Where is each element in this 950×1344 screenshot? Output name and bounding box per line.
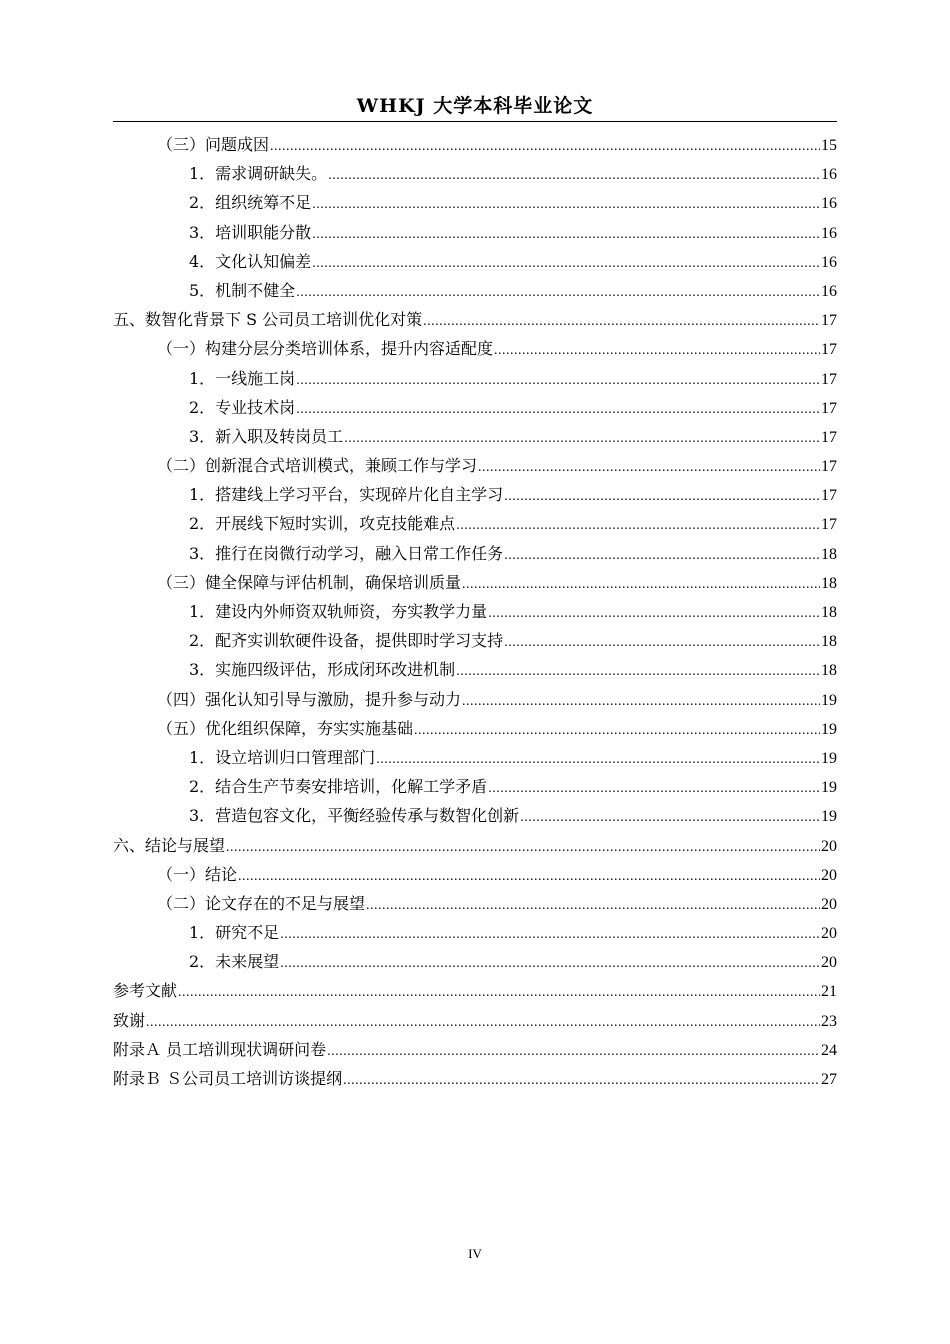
toc-entry-title: 六、结论与展望	[113, 835, 226, 855]
toc-entry-page: 20	[821, 895, 837, 913]
toc-entry-title: 参考文献	[113, 981, 178, 1001]
toc-entry[interactable]	[113, 947, 837, 976]
toc-entry-title: （一）构建分层分类培训体系，提升内容适配度	[157, 339, 494, 359]
toc-entry-page: 19	[821, 691, 837, 709]
toc-entry-title: 2．未来展望	[189, 952, 280, 972]
toc-entry-page: 17	[821, 428, 837, 446]
toc-entry-page: 15	[821, 137, 837, 154]
toc-dot-leader	[456, 511, 820, 540]
toc-dot-leader	[312, 249, 820, 278]
toc-dot-leader	[280, 949, 820, 978]
toc-entry-page: 16	[821, 166, 837, 184]
page-header-title: WHKJ 大学本科毕业论文	[356, 95, 594, 117]
toc-entry[interactable]	[113, 276, 837, 305]
toc-entry-page: 17	[821, 341, 837, 359]
toc-entry[interactable]	[113, 743, 837, 772]
toc-entry[interactable]	[113, 422, 837, 451]
toc-entry-page: 20	[821, 925, 837, 943]
toc-entry[interactable]	[113, 626, 837, 655]
toc-dot-leader	[504, 482, 820, 511]
toc-entry[interactable]	[113, 130, 837, 159]
toc-entry-title: 2．开展线下短时实训，攻克技能难点	[189, 514, 456, 534]
toc-dot-leader	[226, 833, 820, 862]
toc-entry[interactable]	[113, 918, 837, 947]
toc-entry-title: （三）健全保障与评估机制，确保培训质量	[157, 572, 462, 592]
toc-dot-leader	[478, 453, 820, 482]
toc-entry-page: 16	[821, 224, 837, 242]
toc-entry-title: （二）创新混合式培训模式，兼顾工作与学习	[157, 456, 478, 476]
toc-entry-page: 16	[821, 253, 837, 271]
toc-dot-leader	[270, 132, 820, 161]
toc-entry-title: 2．结合生产节奏安排培训，化解工学矛盾	[189, 777, 488, 797]
toc-entry-page: 20	[821, 866, 837, 884]
toc-entry-page: 20	[821, 837, 837, 855]
toc-entry[interactable]	[113, 714, 837, 743]
toc-dot-leader	[312, 220, 820, 249]
toc-entry[interactable]	[113, 393, 837, 422]
toc-dot-leader	[366, 891, 820, 920]
table-of-contents	[113, 130, 837, 1093]
toc-entry-page: 19	[821, 749, 837, 767]
toc-dot-leader	[296, 278, 820, 307]
toc-entry[interactable]	[113, 509, 837, 538]
toc-entry[interactable]	[113, 188, 837, 217]
toc-entry-title: 1．需求调研缺失。	[189, 164, 328, 184]
toc-dot-leader	[494, 336, 820, 365]
toc-entry-page: 16	[821, 195, 837, 213]
toc-entry-page: 16	[821, 282, 837, 300]
toc-dot-leader	[344, 424, 820, 453]
toc-entry[interactable]	[113, 860, 837, 889]
toc-entry[interactable]	[113, 334, 837, 363]
toc-dot-leader	[296, 366, 820, 395]
toc-entry-title: 五、数智化背景下 S 公司员工培训优化对策	[113, 310, 423, 330]
toc-entry-title: 5．机制不健全	[189, 280, 296, 300]
toc-dot-leader	[343, 1066, 820, 1095]
toc-entry[interactable]	[113, 831, 837, 860]
toc-entry-title: 附录Ａ 员工培训现状调研问卷	[113, 1039, 327, 1059]
toc-entry[interactable]	[113, 801, 837, 830]
toc-entry[interactable]	[113, 772, 837, 801]
toc-dot-leader	[146, 1008, 820, 1037]
toc-entry-page: 17	[821, 458, 837, 476]
toc-entry[interactable]	[113, 1064, 837, 1093]
toc-entry-page: 18	[821, 545, 837, 563]
toc-entry[interactable]	[113, 480, 837, 509]
toc-entry[interactable]	[113, 247, 837, 276]
toc-entry-page: 17	[821, 399, 837, 417]
toc-entry[interactable]	[113, 685, 837, 714]
toc-entry-page: 19	[821, 808, 837, 826]
toc-dot-leader	[488, 774, 820, 803]
header-divider	[113, 121, 837, 122]
toc-entry[interactable]	[113, 1035, 837, 1064]
toc-entry-page: 18	[821, 662, 837, 680]
toc-dot-leader	[327, 1037, 820, 1066]
toc-entry-title: 1．一线施工岗	[189, 368, 296, 388]
page-number: IV	[468, 1246, 482, 1261]
toc-entry-title: （二）论文存在的不足与展望	[157, 893, 366, 913]
toc-entry-title: 2．专业技术岗	[189, 397, 296, 417]
toc-dot-leader	[423, 307, 820, 336]
toc-entry-title: （三）问题成因	[157, 135, 270, 154]
toc-entry-page: 24	[821, 1041, 837, 1059]
toc-entry[interactable]	[113, 218, 837, 247]
toc-entry-title: 3．实施四级评估，形成闭环改进机制	[189, 660, 456, 680]
toc-entry-title: 1．建设内外师资双轨师资，夯实教学力量	[189, 602, 488, 621]
toc-entry-page: 23	[821, 1012, 837, 1030]
toc-dot-leader	[312, 190, 820, 219]
toc-entry-title: （四）强化认知引导与激励，提升参与动力	[157, 689, 462, 709]
toc-entry[interactable]	[113, 159, 837, 188]
toc-entry[interactable]	[113, 597, 837, 626]
toc-dot-leader	[178, 978, 820, 1007]
toc-entry-title: 附录Ｂ Ｓ公司员工培训访谈提纲	[113, 1069, 343, 1088]
toc-dot-leader	[504, 541, 820, 570]
toc-entry-title: 2．配齐实训软硬件设备，提供即时学习支持	[189, 631, 504, 651]
toc-entry[interactable]	[113, 451, 837, 480]
toc-dot-leader	[414, 716, 820, 745]
toc-entry-title: （一）结论	[157, 864, 238, 884]
toc-dot-leader	[238, 862, 820, 891]
toc-dot-leader	[296, 395, 820, 424]
toc-dot-leader	[328, 161, 820, 190]
toc-entry-page: 17	[821, 487, 837, 505]
toc-entry[interactable]	[113, 976, 837, 1005]
toc-entry-title: 4．文化认知偏差	[189, 251, 312, 271]
toc-entry-title: 1．设立培训归口管理部门	[189, 747, 376, 767]
toc-entry-title: 致谢	[113, 1010, 146, 1030]
toc-entry-title: （五）优化组织保障，夯实实施基础	[157, 718, 414, 738]
toc-entry-page: 17	[821, 312, 837, 330]
toc-dot-leader	[280, 920, 820, 949]
toc-entry-page: 18	[821, 633, 837, 651]
toc-dot-leader	[462, 570, 820, 599]
toc-entry[interactable]	[113, 568, 837, 597]
toc-entry-title: 2．组织统筹不足	[189, 193, 312, 213]
toc-entry-title: 1．研究不足	[189, 923, 280, 943]
toc-entry-page: 18	[821, 604, 837, 621]
toc-entry[interactable]	[113, 889, 837, 918]
toc-entry[interactable]	[113, 1006, 837, 1035]
toc-entry-title: 3．新入职及转岗员工	[189, 426, 344, 446]
toc-entry[interactable]	[113, 364, 837, 393]
toc-dot-leader	[456, 657, 820, 686]
toc-entry-title: 3．营造包容文化，平衡经验传承与数智化创新	[189, 806, 520, 826]
toc-entry-title: 3．培训职能分散	[189, 222, 312, 242]
toc-dot-leader	[462, 687, 820, 716]
toc-entry[interactable]	[113, 655, 837, 684]
toc-entry-page: 19	[821, 720, 837, 738]
toc-dot-leader	[376, 745, 820, 774]
toc-entry-page: 27	[821, 1071, 837, 1088]
toc-entry-title: 3．推行在岗微行动学习，融入日常工作任务	[189, 543, 504, 563]
toc-entry-page: 19	[821, 779, 837, 797]
toc-entry[interactable]	[113, 305, 837, 334]
toc-entry-page: 21	[821, 983, 837, 1001]
toc-dot-leader	[504, 628, 820, 657]
toc-entry-page: 17	[821, 516, 837, 534]
toc-entry-title: 1．搭建线上学习平台，实现碎片化自主学习	[189, 485, 504, 505]
toc-entry-page: 17	[821, 370, 837, 388]
toc-entry-page: 18	[821, 574, 837, 592]
toc-entry-page: 20	[821, 954, 837, 972]
toc-dot-leader	[488, 599, 820, 628]
toc-dot-leader	[520, 803, 820, 832]
toc-entry[interactable]	[113, 539, 837, 568]
